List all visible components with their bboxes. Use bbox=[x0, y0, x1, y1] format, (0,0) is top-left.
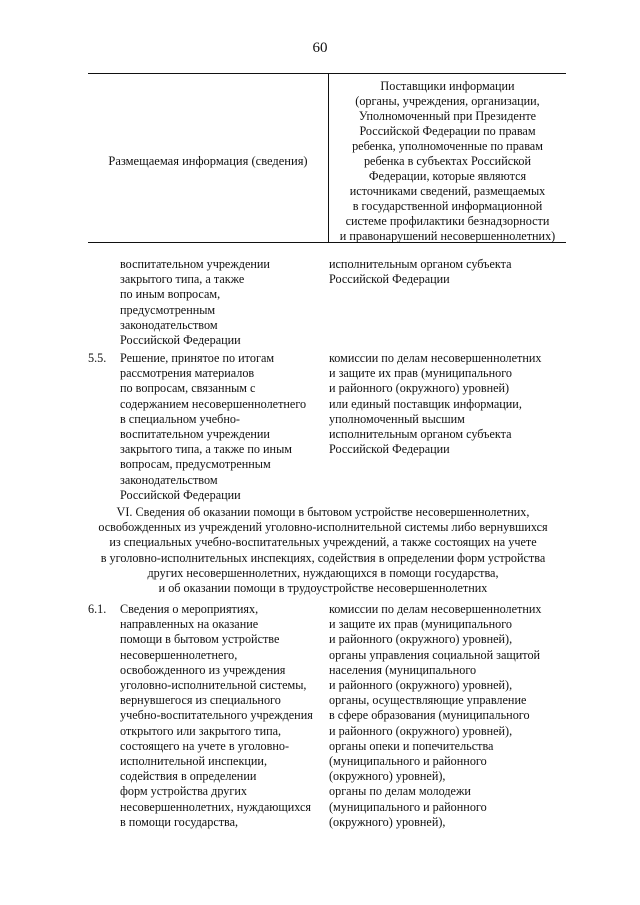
cell-line: освобожденного из учреждения bbox=[120, 662, 286, 677]
cell-line: или единый поставщик информации, bbox=[329, 396, 522, 411]
cell-line: исполнительным органом субъекта bbox=[329, 427, 512, 442]
page-number: 60 bbox=[312, 40, 328, 56]
cell-line: форм устройства других bbox=[120, 784, 247, 799]
cell-line: Российской Федерации bbox=[329, 272, 450, 287]
cell-line: предусмотренным bbox=[120, 302, 216, 317]
row-5-5-provider-cell bbox=[329, 351, 541, 457]
cell-line: несовершеннолетнего, bbox=[120, 647, 238, 662]
header-line: (органы, учреждения, организации, bbox=[355, 94, 540, 108]
cell-line: направленных на оказание bbox=[120, 617, 259, 632]
cell-line: законодательством bbox=[120, 472, 218, 487]
cell-line: (окружного) уровней), bbox=[329, 769, 446, 784]
header-column-providers bbox=[329, 74, 566, 242]
header-line: и правонарушений несовершеннолетних) bbox=[339, 229, 556, 243]
section-vi-heading bbox=[80, 505, 566, 596]
cell-line: по иным вопросам, bbox=[120, 287, 221, 302]
cell-line: содействия в определении bbox=[120, 769, 257, 784]
cell-line: уполномоченный высшим bbox=[329, 411, 465, 426]
header-line: Поставщики информации bbox=[380, 79, 515, 93]
header-line: ребенка в субъектах Российской bbox=[363, 154, 532, 168]
cell-line: открытого или закрытого типа, bbox=[120, 723, 282, 738]
cell-line: Решение, принятое по итогам bbox=[120, 351, 275, 365]
cell-line: исполнительной инспекции, bbox=[120, 754, 267, 769]
cell-line: состоящего на учете в уголовно- bbox=[120, 738, 289, 753]
row-6-1-provider-cell bbox=[329, 602, 541, 830]
header-line: Уполномоченный при Президенте bbox=[358, 109, 537, 123]
heading-line: VI. Сведения об оказании помощи в бытовом устройстве несовершеннолетних, bbox=[116, 505, 530, 519]
header-line: Федерации, которые являются bbox=[368, 169, 527, 183]
cell-line: органы управления социальной защитой bbox=[329, 647, 541, 662]
cell-line: и районного (окружного) уровней), bbox=[329, 723, 513, 738]
cell-line: вернувшегося из специального bbox=[120, 693, 281, 708]
cell-line: законодательством bbox=[120, 317, 218, 332]
row-number-6-1: 6.1. bbox=[88, 602, 107, 616]
cell-line: воспитательном учреждении bbox=[120, 257, 270, 271]
cell-line: (муниципального и районного bbox=[329, 754, 487, 769]
heading-line: в уголовно-исполнительных инспекциях, содействия в определении форм устройства bbox=[100, 550, 546, 565]
cell-line: (муниципального и районного bbox=[329, 799, 487, 814]
cell-line: комиссии по делам несовершеннолетних bbox=[329, 602, 542, 616]
cell-line: (окружного) уровней), bbox=[329, 814, 446, 829]
heading-line: и об оказании помощи в трудоустройстве несовершеннолетних bbox=[158, 581, 488, 596]
cell-line: несовершеннолетних, нуждающихся bbox=[120, 799, 312, 814]
header-line: Российской Федерации по правам bbox=[359, 124, 536, 138]
cell-line: закрытого типа, а также по иным bbox=[120, 442, 292, 457]
cell-line: органы опеки и попечительства bbox=[329, 738, 494, 753]
header-line: в государственной информационной bbox=[352, 199, 543, 213]
row-number-5-5: 5.5. bbox=[88, 351, 107, 365]
cell-line: вопросам, предусмотренным bbox=[120, 457, 271, 472]
heading-line: других несовершеннолетних, нуждающихся в помощи государства, bbox=[147, 565, 499, 580]
cell-line: и районного (окружного) уровней), bbox=[329, 632, 513, 647]
cell-line: населения (муниципального bbox=[329, 662, 477, 677]
cell-line: органы, осуществляющие управление bbox=[329, 693, 527, 708]
cell-line: в сфере образования (муниципального bbox=[329, 708, 530, 723]
header-line: источниками сведений, размещаемых bbox=[349, 184, 546, 198]
row-5-5-info-cell bbox=[120, 351, 306, 503]
row-6-1-info-cell bbox=[120, 602, 313, 830]
cell-line: Российской Федерации bbox=[120, 487, 241, 502]
cell-line: и районного (окружного) уровней), bbox=[329, 678, 513, 693]
cell-line: воспитательном учреждении bbox=[120, 427, 270, 442]
cell-line: органы по делам молодежи bbox=[329, 784, 471, 799]
header-column-info: Размещаемая информация (сведения) bbox=[88, 74, 329, 242]
cell-line: учебно-воспитательного учреждения bbox=[120, 708, 313, 723]
heading-line: из специальных учебно-воспитательных учреждений, а также состоящих на учете bbox=[109, 535, 537, 550]
cell-line: в помощи государства, bbox=[120, 814, 239, 829]
continuation-info-cell bbox=[120, 257, 270, 348]
cell-line: уголовно-исполнительной системы, bbox=[120, 678, 307, 693]
cell-line: в специальном учебно- bbox=[120, 411, 240, 426]
cell-line: и защите их прав (муниципального bbox=[329, 617, 513, 632]
continuation-provider-cell bbox=[329, 257, 512, 287]
cell-line: содержанием несовершеннолетнего bbox=[120, 396, 307, 411]
cell-line: и защите их прав (муниципального bbox=[329, 366, 513, 381]
cell-line: помощи в бытовом устройстве bbox=[120, 632, 280, 647]
cell-line: комиссии по делам несовершеннолетних bbox=[329, 351, 542, 365]
cell-line: Российской Федерации bbox=[329, 442, 450, 457]
table-header bbox=[88, 73, 566, 243]
cell-line: Сведения о мероприятиях, bbox=[120, 602, 259, 616]
header-line: ребенка, уполномоченные по правам bbox=[352, 139, 543, 153]
cell-line: и районного (окружного) уровней) bbox=[329, 381, 510, 396]
header-line: системе профилактики безнадзорности bbox=[345, 214, 550, 228]
cell-line: Российской Федерации bbox=[120, 333, 241, 348]
heading-line: освобожденных из учреждений уголовно-исполнительной системы либо вернувшихся bbox=[98, 520, 548, 535]
cell-line: по вопросам, связанным с bbox=[120, 381, 256, 396]
cell-line: закрытого типа, а также bbox=[120, 272, 245, 287]
cell-line: рассмотрения материалов bbox=[120, 366, 255, 381]
cell-line: исполнительным органом субъекта bbox=[329, 257, 512, 271]
